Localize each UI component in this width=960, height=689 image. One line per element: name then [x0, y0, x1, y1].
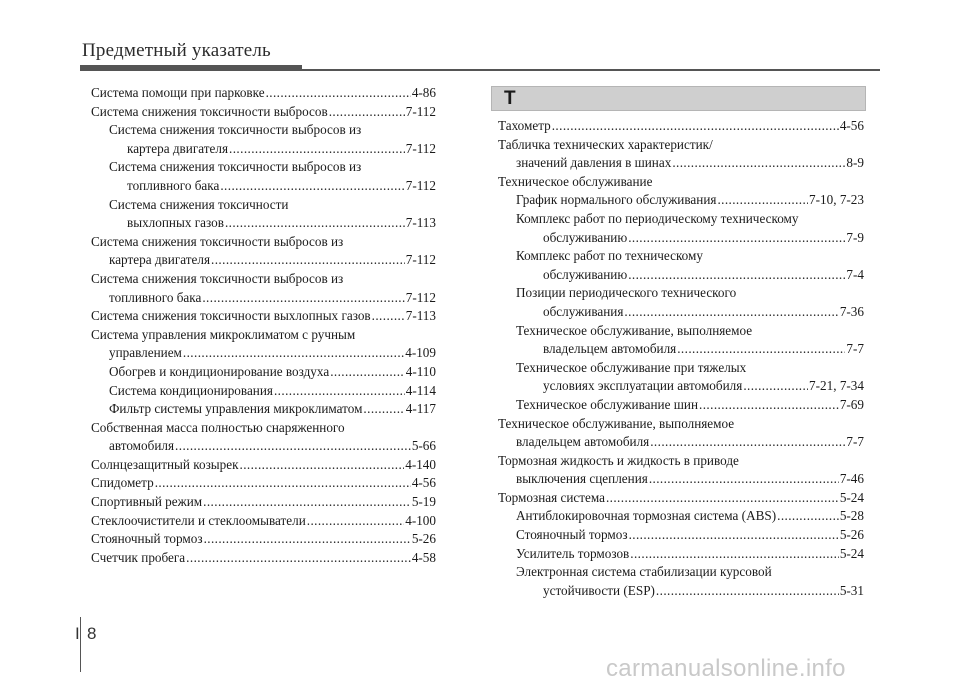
dot-leader — [717, 191, 808, 210]
index-entry-page: 4-56 — [839, 118, 864, 133]
dot-leader — [202, 289, 404, 308]
index-entry — [498, 229, 864, 248]
index-entry-page: 5-66 — [411, 438, 436, 454]
index-entry-text: Тахометр — [498, 118, 551, 133]
section-letter: T — [504, 88, 516, 109]
index-entry-page: 5-28 — [839, 508, 864, 524]
index-entry-page: 5-31 — [839, 582, 864, 598]
index-entry — [498, 396, 864, 415]
index-heading-line: Техническое обслуживание, выполняемое — [498, 415, 735, 431]
index-entry — [498, 266, 864, 285]
index-entry — [91, 437, 436, 456]
index-entry-text: Система снижения токсичности выхлопных газов — [91, 308, 371, 324]
index-entry-text: Тормозная система — [498, 489, 605, 505]
dot-leader — [677, 340, 845, 359]
index-heading-line: Техническое обслуживание при тяжелых — [516, 359, 747, 375]
dot-leader — [656, 582, 839, 601]
index-entry-page: 7-7 — [846, 341, 864, 357]
index-entry-page: 5-26 — [411, 531, 436, 547]
index-entry-page: 5-24 — [839, 545, 864, 561]
dot-leader — [240, 456, 405, 475]
dot-leader — [552, 117, 839, 136]
index-entry — [91, 344, 436, 363]
index-heading-line: Позиции периодического технического — [516, 285, 737, 301]
dot-leader — [225, 214, 405, 233]
index-entry-page: 4-58 — [411, 549, 436, 565]
index-entry-text: выхлопных газов — [127, 215, 224, 231]
index-heading-line: Система снижения токсичности — [109, 196, 289, 212]
dot-leader — [203, 493, 411, 512]
section-header — [491, 86, 866, 111]
dot-leader — [628, 266, 845, 285]
dot-leader — [629, 526, 839, 545]
index-entry-text: Солнцезащитный козырек — [91, 456, 239, 472]
index-entry — [91, 549, 436, 568]
index-heading-line: Система снижения токсичности выбросов из — [91, 233, 344, 249]
footer-chapter-number: I — [75, 624, 80, 643]
index-entry-page: 4-56 — [411, 475, 436, 491]
dot-leader — [363, 400, 404, 419]
index-entry — [498, 507, 864, 526]
header-rule-thick — [80, 65, 302, 71]
watermark: carmanualsonline.info — [606, 655, 846, 682]
index-entry-text: График нормального обслуживания — [516, 192, 717, 208]
index-entry-page: 4-110 — [405, 363, 436, 379]
dot-leader — [628, 229, 845, 248]
index-entry-page: 7-112 — [405, 177, 436, 193]
index-heading-line: Техническое обслуживание — [498, 173, 653, 189]
index-entry-page: 4-117 — [405, 401, 436, 417]
index-entry-text: топливного бака — [127, 177, 220, 193]
index-entry-page: 5-26 — [839, 527, 864, 543]
dot-leader — [624, 303, 838, 322]
index-entry — [91, 530, 436, 549]
index-entry — [91, 84, 436, 103]
index-entry-page: 7-4 — [846, 266, 864, 282]
index-entry-text: значений давления в шинах — [516, 155, 672, 171]
index-entry-page: 7-9 — [846, 229, 864, 245]
index-entry-text: Счетчик пробега — [91, 549, 186, 565]
index-entry — [498, 340, 864, 359]
index-entry — [91, 474, 436, 493]
index-heading-line: Табличка технических характеристик/ — [498, 136, 713, 152]
index-entry-page: 5-24 — [839, 489, 864, 505]
index-entry-text: Спидометр — [91, 475, 154, 491]
index-entry-text: владельцем автомобиля — [516, 434, 650, 450]
dot-leader — [699, 396, 839, 415]
index-entry-text: Техническое обслуживание шин — [516, 396, 699, 412]
index-column-left — [91, 84, 436, 567]
index-entry — [498, 377, 864, 396]
index-entry — [91, 177, 436, 196]
index-heading-line: Электронная система стабилизации курсовой — [516, 564, 772, 580]
index-entry — [498, 489, 864, 508]
index-entry-text: Усилитель тормозов — [516, 545, 630, 561]
index-heading-line: Техническое обслуживание, выполняемое — [516, 322, 753, 338]
index-entry-page: 8-9 — [846, 155, 864, 171]
index-entry — [91, 103, 436, 122]
index-column-right — [498, 117, 864, 600]
index-entry-text: Стеклоочистители и стеклоомыватели — [91, 512, 306, 528]
index-entry — [91, 307, 436, 326]
index-entry-page: 7-112 — [405, 140, 436, 156]
index-entry — [498, 303, 864, 322]
index-heading-line: Комплекс работ по периодическому техническому — [516, 210, 799, 226]
index-entry-text: картера двигателя — [109, 252, 211, 268]
index-entry-text: Стояночный тормоз — [516, 527, 628, 543]
dot-leader — [155, 474, 411, 493]
dot-leader — [229, 140, 405, 159]
index-entry-page: 7-112 — [405, 252, 436, 268]
index-heading-line: Собственная масса полностью снаряженного — [91, 419, 345, 435]
index-entry — [498, 154, 864, 173]
dot-leader — [211, 251, 405, 270]
index-entry — [498, 191, 864, 210]
index-heading-line: Система снижения токсичности выбросов из — [109, 159, 362, 175]
index-entry-text: картера двигателя — [127, 140, 229, 156]
index-entry-page: 7-7 — [846, 434, 864, 450]
index-entry-text: обслуживанию — [543, 266, 628, 282]
dot-leader — [650, 433, 845, 452]
dot-leader — [330, 363, 405, 382]
index-entry — [498, 117, 864, 136]
index-entry-text: Обогрев и кондиционирование воздуха — [109, 363, 330, 379]
index-entry-text: автомобиля — [109, 438, 175, 454]
dot-leader — [606, 489, 839, 508]
index-entry-text: управлением — [109, 345, 182, 361]
index-entry-text: Фильтр системы управления микроклиматом — [109, 401, 363, 417]
dot-leader — [372, 307, 405, 326]
index-heading-line: Система управления микроклиматом с ручным — [91, 326, 356, 342]
index-entry-page: 7-69 — [839, 396, 864, 412]
footer-divider — [80, 617, 81, 672]
dot-leader — [220, 177, 404, 196]
index-entry-page: 7-113 — [405, 308, 436, 324]
index-entry-page: 7-112 — [405, 103, 436, 119]
index-entry-text: устойчивости (ESP) — [543, 582, 655, 598]
dot-leader — [672, 154, 845, 173]
index-entry — [91, 363, 436, 382]
index-entry-text: обслуживанию — [543, 229, 628, 245]
index-heading-line: Система снижения токсичности выбросов из — [109, 122, 362, 138]
index-entry — [91, 382, 436, 401]
index-entry-text: обслуживания — [543, 303, 624, 319]
index-heading-line: Комплекс работ по техническому — [516, 248, 703, 264]
header-rule-thin — [302, 69, 880, 71]
index-entry-page: 4-140 — [405, 456, 436, 472]
dot-leader — [777, 507, 839, 526]
index-entry — [91, 493, 436, 512]
index-entry-page: 7-46 — [839, 471, 864, 487]
index-entry-text: Стояночный тормоз — [91, 531, 203, 547]
dot-leader — [307, 512, 404, 531]
index-entry — [91, 512, 436, 531]
dot-leader — [266, 84, 411, 103]
index-entry-text: топливного бака — [109, 289, 202, 305]
index-entry-page: 7-36 — [839, 303, 864, 319]
index-entry-text: Система снижения токсичности выбросов — [91, 103, 328, 119]
index-entry — [498, 433, 864, 452]
index-entry-page: 4-114 — [405, 382, 436, 398]
index-entry-page: 7-113 — [405, 215, 436, 231]
index-entry — [498, 470, 864, 489]
dot-leader — [630, 545, 839, 564]
index-entry — [91, 140, 436, 159]
index-entry-page: 4-100 — [405, 512, 436, 528]
dot-leader — [274, 382, 405, 401]
index-entry-page: 4-86 — [411, 85, 436, 100]
index-entry-page: 7-112 — [405, 289, 436, 305]
index-entry — [91, 400, 436, 419]
dot-leader — [329, 103, 405, 122]
dot-leader — [183, 344, 404, 363]
dot-leader — [175, 437, 411, 456]
index-entry — [91, 251, 436, 270]
index-entry-text: Антиблокировочная тормозная система (ABS) — [516, 508, 777, 524]
dot-leader — [204, 530, 411, 549]
index-entry — [498, 526, 864, 545]
index-entry-page: 7-21, 7-34 — [809, 378, 864, 394]
footer-page-number: 8 — [87, 624, 97, 643]
index-entry — [91, 289, 436, 308]
index-entry-text: владельцем автомобиля — [543, 341, 677, 357]
index-entry-page: 5-19 — [411, 494, 436, 510]
dot-leader — [649, 470, 839, 489]
dot-leader — [186, 549, 411, 568]
index-entry-text: Система кондиционирования — [109, 382, 273, 398]
index-entry — [498, 545, 864, 564]
index-entry-text: Спортивный режим — [91, 494, 203, 510]
dot-leader — [743, 377, 808, 396]
index-entry-page: 7-10, 7-23 — [809, 192, 864, 208]
index-entry-text: условиях эксплуатации автомобиля — [543, 378, 743, 394]
index-entry — [91, 456, 436, 475]
index-entry-page: 4-109 — [405, 345, 436, 361]
page-title: Предметный указатель — [82, 40, 271, 61]
index-entry — [91, 214, 436, 233]
index-entry-text: выключения сцепления — [516, 471, 648, 487]
index-heading-line: Система снижения токсичности выбросов из — [91, 270, 344, 286]
index-heading-line: Тормозная жидкость и жидкость в приводе — [498, 452, 739, 468]
index-entry-text: Система помощи при парковке — [91, 85, 265, 100]
index-entry — [498, 582, 864, 601]
